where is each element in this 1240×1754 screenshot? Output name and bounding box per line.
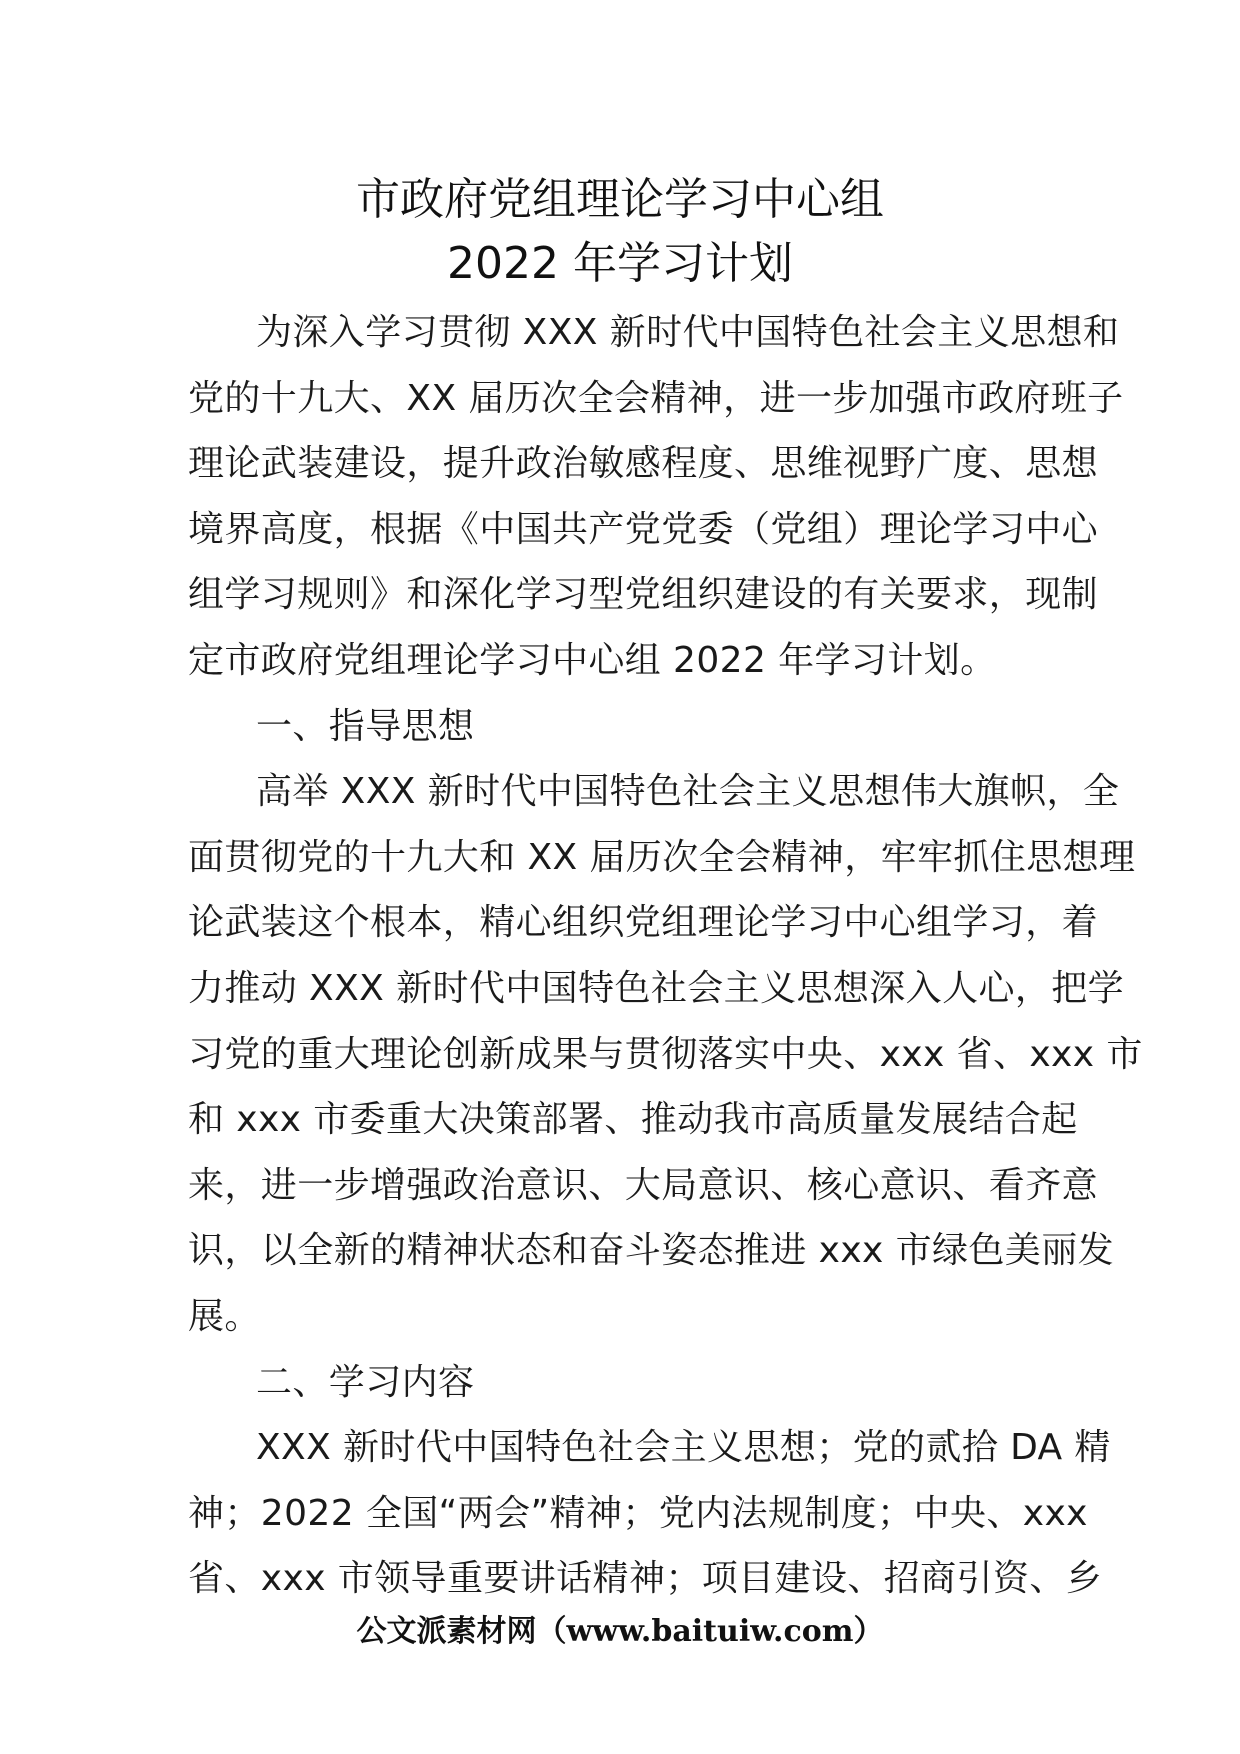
document-body [188,300,1143,1612]
footer-watermark: 公文派素材网（www.baituiw.com） [356,1614,884,1649]
paragraph-line: 神；2022 全国“两会”精神；党内法规制度；中央、xxx [188,1492,1088,1534]
paragraph-line: 高举 XXX 新时代中国特色社会主义思想伟大旗帜，全 [256,771,1120,813]
paragraph-line: 力推动 XXX 新时代中国特色社会主义思想深入人心，把学 [188,967,1125,1009]
paragraph-line: 组学习规则》和深化学习型党组织建设的有关要求，现制 [188,574,1099,616]
paragraph-line: 为深入学习贯彻 XXX 新时代中国特色社会主义思想和 [256,312,1120,353]
section-heading: 二、学习内容 [256,1361,475,1403]
document-title-line-1: 市政府党组理论学习中心组 [356,174,884,225]
paragraph-line: 习党的重大理论创新成果与贯彻落实中央、xxx 省、xxx 市 [188,1033,1143,1075]
document-title-line-2: 2022 年学习计划 [447,238,793,289]
paragraph-line: 省、xxx 市领导重要讲话精神；项目建设、招商引资、乡 [188,1558,1103,1600]
paragraph-line: 来，进一步增强政治意识、大局意识、核心意识、看齐意 [188,1164,1099,1206]
paragraph-line: 和 xxx 市委重大决策部署、推动我市高质量发展结合起 [188,1099,1078,1141]
paragraph-line: 识，以全新的精神状态和奋斗姿态推进 xxx 市绿色美丽发 [188,1230,1115,1272]
paragraph-line: 面贯彻党的十九大和 XX 届历次全会精神，牢牢抓住思想理 [188,836,1136,878]
paragraph-line: 党的十九大、XX 届历次全会精神，进一步加强市政府班子 [188,377,1124,419]
paragraph-line: 定市政府党组理论学习中心组 2022 年学习计划。 [188,639,997,681]
paragraph-line: 境界高度，根据《中国共产党党委（党组）理论学习中心 [188,508,1099,550]
paragraph-line: 论武装这个根本，精心组织党组理论学习中心组学习，着 [188,902,1099,944]
section-heading: 一、指导思想 [256,705,475,747]
paragraph-line: XXX 新时代中国特色社会主义思想；党的贰拾 DA 精 [256,1427,1111,1469]
paragraph-line: 展。 [188,1295,261,1337]
paragraph-line: 理论武装建设，提升政治敏感程度、思维视野广度、思想 [188,443,1099,485]
